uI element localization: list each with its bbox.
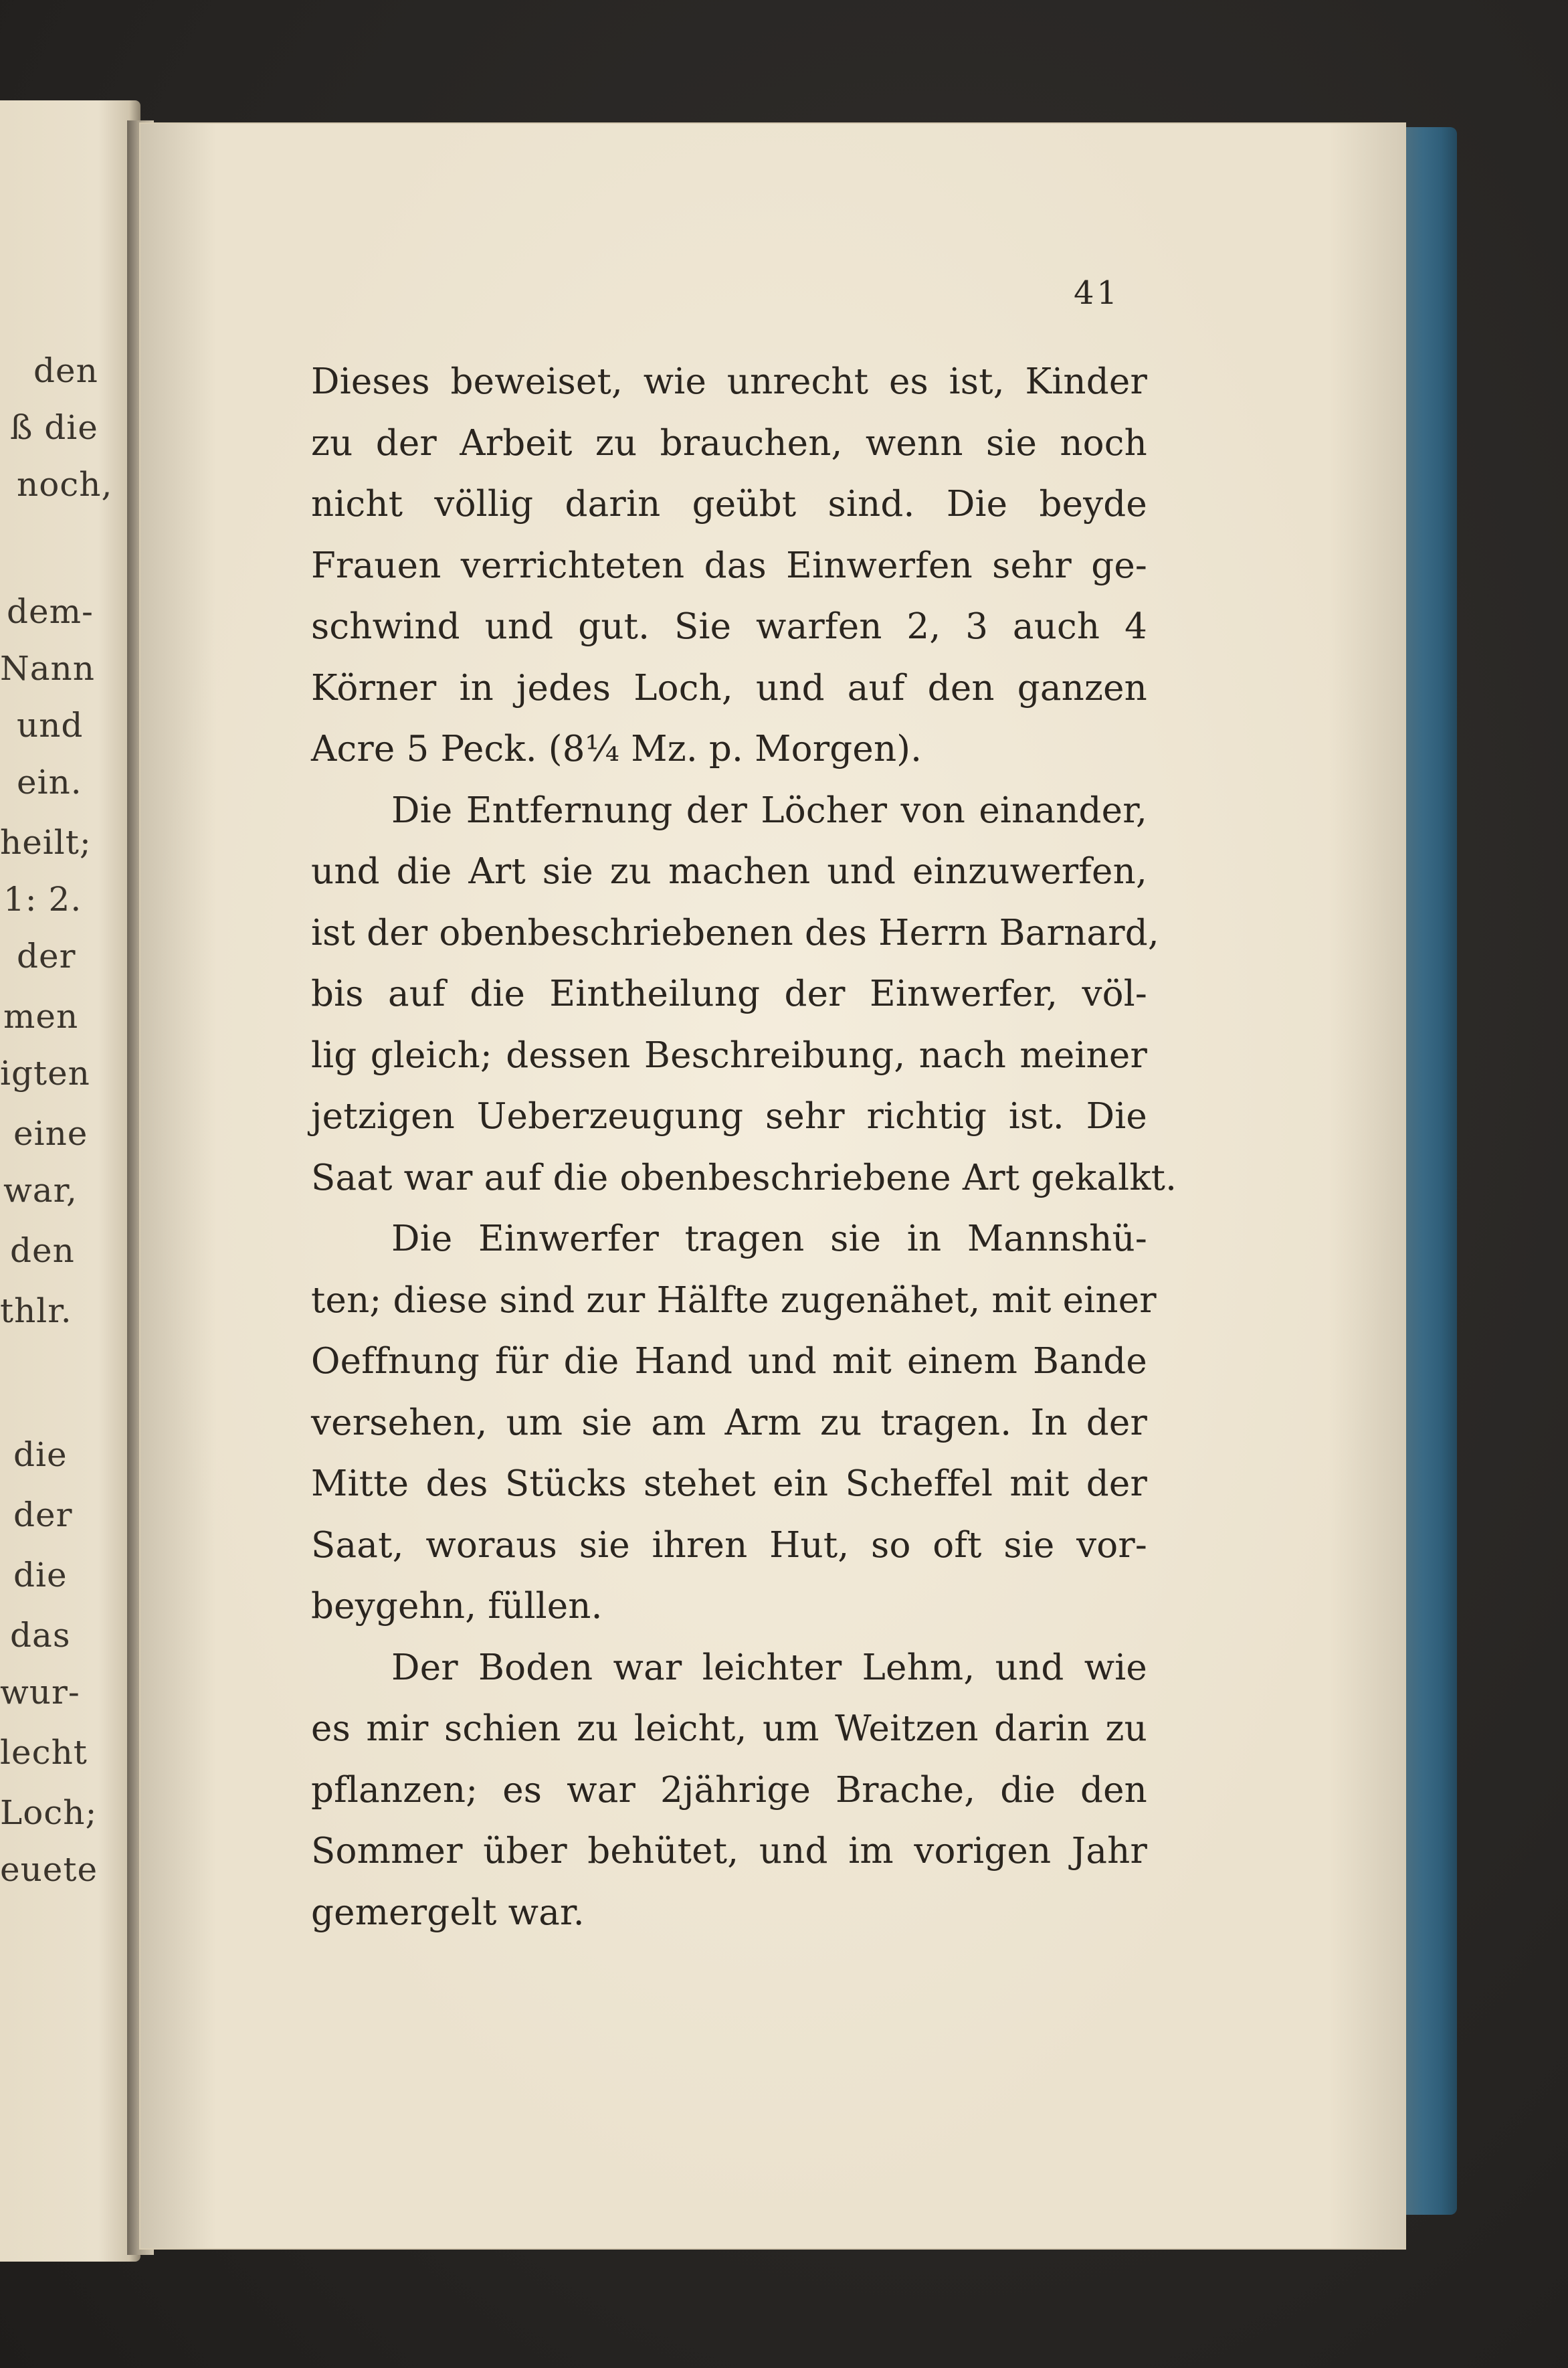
- left-page-fragment: der: [17, 937, 76, 976]
- page-number: 41: [1074, 274, 1120, 312]
- left-page-fragment: wur-: [0, 1673, 80, 1712]
- blue-book-cover: [1405, 127, 1457, 2215]
- page-text-block: [311, 351, 1177, 1943]
- text-line: Acre 5 Peck. (8¼ Mz. p. Morgen).: [311, 729, 922, 769]
- paragraph: [311, 1637, 1147, 1944]
- left-page-fragment: lecht: [0, 1733, 88, 1772]
- text-line: nicht völlig darin geübt sind. Die beyde: [311, 484, 1147, 525]
- text-line: Mitte des Stücks stehet ein Scheffel mit der: [311, 1463, 1147, 1504]
- text-line: Frauen verrichteten das Einwerfen sehr ge-: [311, 545, 1147, 586]
- left-page-fragment: das: [10, 1616, 71, 1655]
- text-line: ten; diese sind zur Hälfte zugenähet, mit einer: [311, 1279, 1157, 1321]
- text-line: lig gleich; dessen Beschreibung, nach meiner: [311, 1034, 1147, 1076]
- text-line: Dieses beweiset, wie unrecht es ist, Kinder: [311, 361, 1147, 402]
- text-line: zu der Arbeit zu brauchen, wenn sie noch: [311, 422, 1147, 464]
- text-line: es mir schien zu leicht, um Weitzen darin zu: [311, 1708, 1147, 1749]
- left-page-fragment: den: [10, 1231, 75, 1270]
- left-facing-page: [0, 100, 140, 2262]
- text-line: und die Art sie zu machen und einzuwerfen,: [311, 851, 1147, 892]
- left-page-fragment: ß die: [10, 408, 98, 447]
- text-line: ist der obenbeschriebenen des Herrn Barnard,: [311, 912, 1159, 953]
- left-page-fragment: die: [13, 1556, 68, 1595]
- left-page-fragment: men: [3, 997, 79, 1036]
- left-page-fragment: die: [13, 1435, 68, 1474]
- text-line: versehen, um sie am Arm zu tragen. In der: [311, 1402, 1147, 1443]
- left-page-fragment: noch,: [17, 465, 113, 504]
- text-line: beygehn, füllen.: [311, 1586, 603, 1627]
- paragraph: [311, 780, 1177, 1209]
- left-page-fragment: ein.: [17, 763, 82, 802]
- left-page-fragment: und: [17, 706, 84, 745]
- left-page-fragment: der: [13, 1495, 73, 1534]
- text-line: Die Einwerfer tragen sie in Mannshü-: [391, 1218, 1147, 1259]
- text-line: Der Boden war leichter Lehm, und wie: [391, 1647, 1147, 1688]
- text-line: schwind und gut. Sie warfen 2, 3 auch 4: [311, 606, 1147, 647]
- text-line: Die Entfernung der Löcher von einander,: [391, 790, 1147, 831]
- text-line: pflanzen; es war 2jährige Brache, die den: [311, 1769, 1147, 1811]
- text-line: gemergelt war.: [311, 1892, 585, 1933]
- left-page-fragment: war,: [3, 1171, 78, 1210]
- paragraph: [311, 1208, 1157, 1637]
- left-page-fragment: den: [33, 351, 98, 390]
- left-page-fragment: eine: [13, 1114, 88, 1153]
- left-page-fragment: thlr.: [0, 1291, 72, 1330]
- text-line: Oeffnung für die Hand und mit einem Bande: [311, 1341, 1147, 1382]
- text-line: bis auf die Eintheilung der Einwerfer, völ-: [311, 974, 1147, 1014]
- text-line: Saat, woraus sie ihren Hut, so oft sie vor-: [311, 1524, 1147, 1566]
- left-page-fragment: 1: 2.: [3, 880, 82, 919]
- left-page-fragment: Loch;: [0, 1793, 98, 1832]
- paragraph: [311, 351, 1147, 780]
- text-line: Saat war auf die obenbeschriebene Art gekalkt.: [311, 1157, 1177, 1198]
- left-page-fragment: igten: [0, 1054, 90, 1093]
- left-page-fragment: Nann: [0, 649, 95, 688]
- text-line: Körner in jedes Loch, und auf den ganzen: [311, 667, 1147, 709]
- left-page-fragment: heilt;: [0, 823, 92, 862]
- text-line: jetzigen Ueberzeugung sehr richtig ist. Die: [311, 1096, 1147, 1137]
- left-page-fragment: euete: [0, 1850, 98, 1889]
- text-line: Sommer über behütet, und im vorigen Jahr: [311, 1831, 1147, 1872]
- left-page-fragment: dem-: [7, 592, 94, 631]
